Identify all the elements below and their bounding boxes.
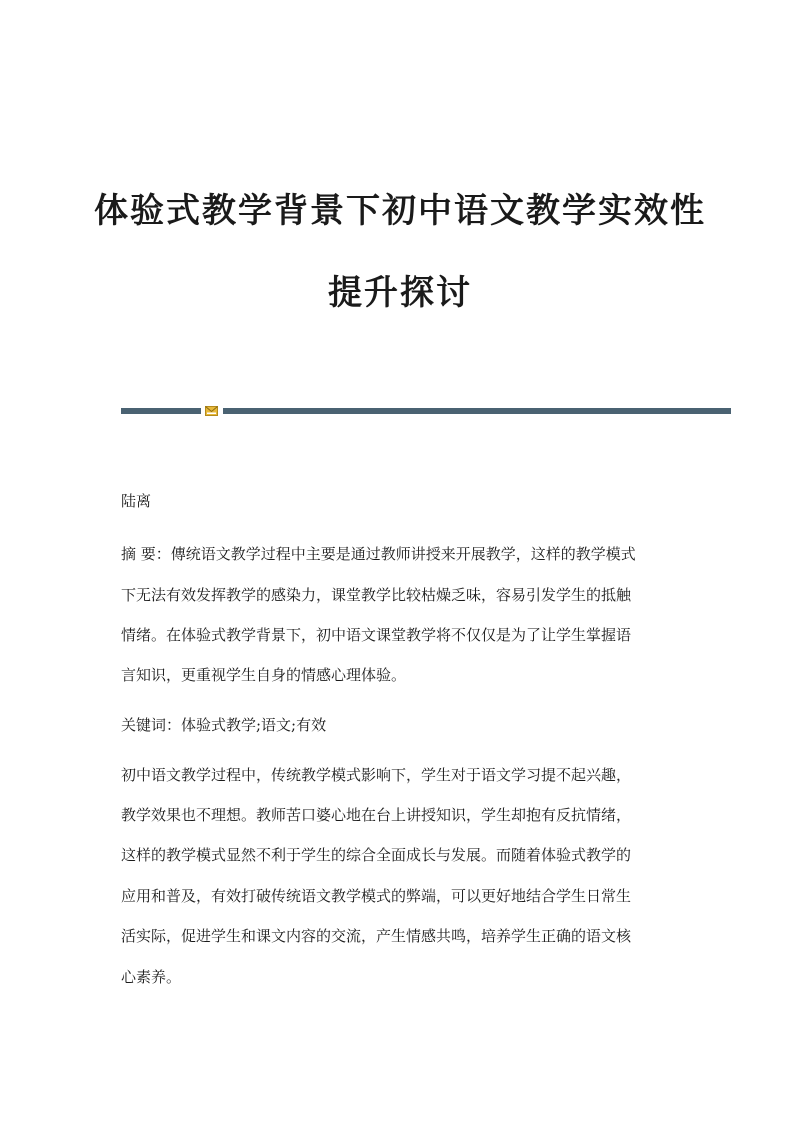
body-line: 活实际，促进学生和课文内容的交流，产生情感共鸣，培养学生正确的语文核 bbox=[121, 927, 632, 945]
abstract-line: 下无法有效发挥教学的感染力，课堂教学比较枯燥乏味，容易引发学生的抵触 bbox=[121, 586, 632, 604]
body-line: 初中语文教学过程中，传统教学模式影响下，学生对于语文学习提不起兴趣， bbox=[121, 766, 632, 784]
body-line: 应用和普及，有效打破传统语文教学模式的弊端，可以更好地结合学生日常生 bbox=[121, 887, 632, 905]
envelope-icon bbox=[205, 406, 218, 416]
abstract-line: 情绪。在体验式教学背景下，初中语文课堂教学将不仅仅是为了让学生掌握语 bbox=[121, 626, 632, 644]
body-line: 教学效果也不理想。教师苦口婆心地在台上讲授知识，学生却抱有反抗情绪， bbox=[121, 806, 632, 824]
divider-right bbox=[223, 408, 731, 414]
keywords: 关键词：体验式教学;语文;有效 bbox=[121, 716, 327, 734]
abstract-line: 言知识，更重视学生自身的情感心理体验。 bbox=[121, 666, 407, 684]
title-line-2: 提升探讨 bbox=[328, 273, 472, 313]
title-line-1: 体验式教学背景下初中语文教学实效性 bbox=[94, 191, 706, 231]
body-line: 这样的教学模式显然不利于学生的综合全面成长与发展。而随着体验式教学的 bbox=[121, 846, 632, 864]
divider-left bbox=[121, 408, 201, 414]
author-name: 陆离 bbox=[121, 492, 152, 510]
body-line: 心素养。 bbox=[121, 968, 182, 986]
abstract-line: 摘 要：傳统语文教学过程中主要是通过教师讲授来开展教学，这样的教学模式 bbox=[121, 545, 636, 563]
